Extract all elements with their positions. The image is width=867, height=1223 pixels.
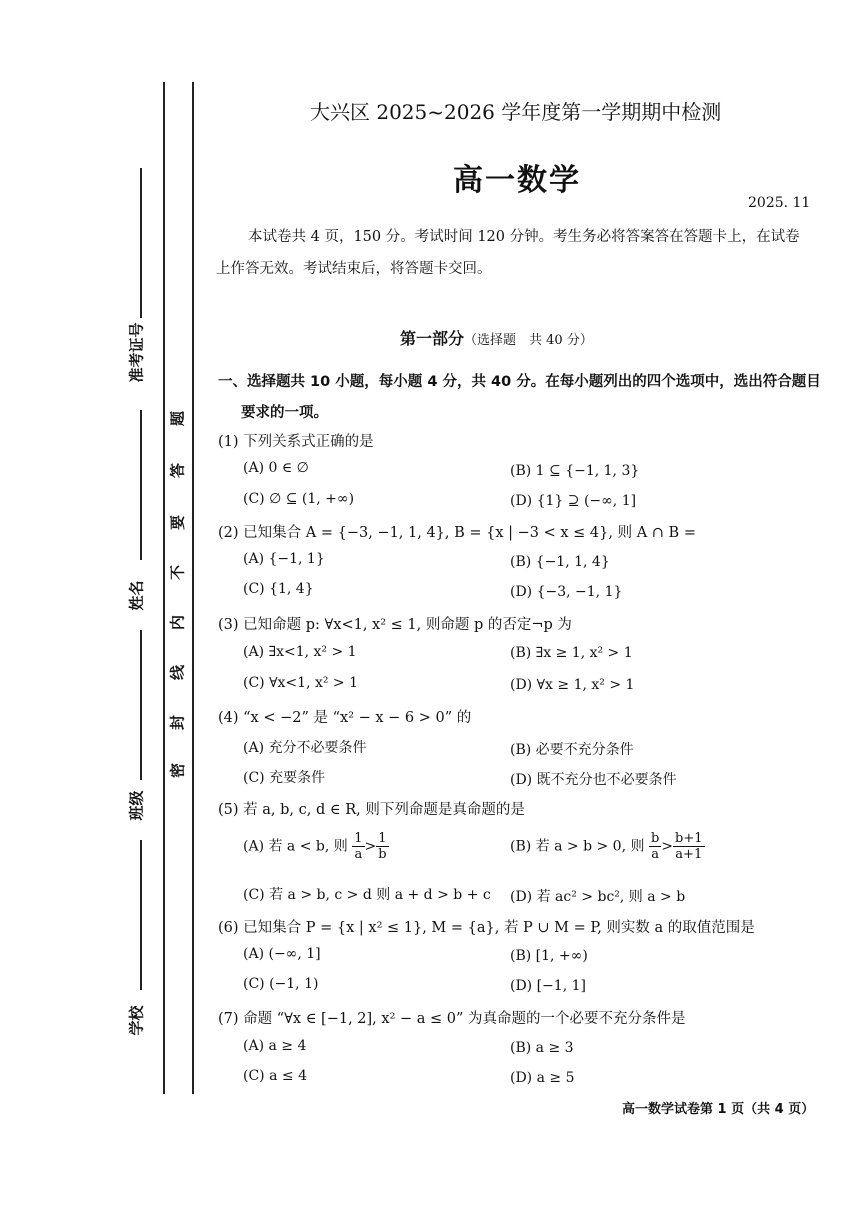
part-one-subtitle: （选择题 共 40 分） xyxy=(464,333,593,348)
question-3-option-c: (C) ∀x<1, x² > 1 xyxy=(243,675,359,691)
fraction-denominator: b xyxy=(378,847,387,862)
name-underline xyxy=(140,410,142,560)
seal-char-5: 内 xyxy=(168,615,187,631)
question-1-option-b: (B) 1 ⊆ {−1, 1, 3} xyxy=(510,463,640,479)
section-instructions-line2: 要求的一项。 xyxy=(241,405,328,421)
question-4-option-a: (A) 充分不必要条件 xyxy=(243,740,367,756)
fraction-b-over-a xyxy=(649,831,661,862)
fraction-denominator: a+1 xyxy=(675,847,703,862)
question-7-option-c: (C) a ≤ 4 xyxy=(243,1068,307,1084)
question-5-option-a: (A) 若 a < b, 则 $\frac{1}{a}$ > $\frac{1}{b}$ xyxy=(243,831,387,862)
question-5-option-c: (C) 若 a > b, c > d 则 a + d > b + c xyxy=(243,887,491,903)
question-2-option-a: (A) {−1, 1} xyxy=(243,551,325,567)
fraction-1-over-a xyxy=(352,831,364,862)
question-3-option-b: (B) ∃x ≥ 1, x² > 1 xyxy=(510,645,633,661)
question-3-option-d: (D) ∀x ≥ 1, x² > 1 xyxy=(510,677,635,693)
question-6-stem: (6) 已知集合 P = {x | x² ≤ 1}, M = {a}, 若 P ∪ M = P, 则实数 a 的取值范围是 xyxy=(218,920,755,936)
exam-id-underline xyxy=(140,168,142,318)
fraction-1-over-b xyxy=(376,831,388,862)
question-1-option-d: (D) {1} ⊇ (−∞, 1] xyxy=(510,493,637,509)
page-footer: 高一数学试卷第 1 页（共 4 页） xyxy=(622,1102,815,1117)
exam-title: 大兴区 2025~2026 学年度第一学期期中检测 xyxy=(310,100,722,124)
fraction-denominator: a xyxy=(354,847,363,862)
seal-char-8: 密 xyxy=(168,763,187,779)
fraction-numerator: b xyxy=(650,831,660,846)
fraction-numerator: b+1 xyxy=(675,831,703,846)
school-label: 学校 xyxy=(127,1005,146,1036)
exam-date: 2025. 11 xyxy=(748,195,811,211)
seal-char-6: 线 xyxy=(168,665,187,681)
question-2-stem: (2) 已知集合 A = {−3, −1, 1, 4}, B = {x | −3 < x ≤ 4}, 则 A ∩ B = xyxy=(218,525,696,541)
question-1-option-c: (C) ∅ ⊆ (1, +∞) xyxy=(243,491,355,507)
name-label: 姓名 xyxy=(127,580,146,611)
school-underline xyxy=(140,840,142,990)
question-5-option-b: (B) 若 a > b > 0, 则 $\frac{b}{a}$ > $\frac{b+1}{a+1}$ xyxy=(510,831,703,862)
question-5-option-b-text: (B) 若 a > b > 0, 则 xyxy=(510,838,645,855)
question-6-option-b: (B) [1, +∞) xyxy=(510,948,588,964)
question-2-option-d: (D) {−3, −1, 1} xyxy=(510,584,623,600)
subject-title: 高一数学 xyxy=(453,163,581,198)
question-7-option-d: (D) a ≥ 5 xyxy=(510,1070,575,1086)
exam-instructions: 本试卷共 4 页，150 分。考试时间 120 分钟。考生务必将答案答在答题卡上，在试卷上作答无效。考试结束后，将答题卡交回。 xyxy=(216,229,800,277)
question-3-option-a: (A) ∃x<1, x² > 1 xyxy=(243,644,357,660)
question-1-stem: (1) 下列关系式正确的是 xyxy=(218,434,374,450)
fraction-numerator: 1 xyxy=(354,831,363,846)
question-5-option-a-text: (A) 若 a < b, 则 xyxy=(243,838,348,855)
class-label: 班级 xyxy=(127,790,146,821)
seal-char-2: 答 xyxy=(168,463,187,479)
seal-char-1: 题 xyxy=(168,411,187,427)
question-2-option-b: (B) {−1, 1, 4} xyxy=(510,554,610,570)
binding-line-inner xyxy=(192,82,194,1094)
question-5-stem: (5) 若 a, b, c, d ∈ R, 则下列命题是真命题的是 xyxy=(218,802,525,818)
section-instructions-line1: 一、选择题共 10 小题，每小题 4 分，共 40 分。在每小题列出的四个选项中，选出符合题目 xyxy=(218,374,821,390)
question-1-option-a: (A) 0 ∈ ∅ xyxy=(243,460,309,476)
seal-char-3: 要 xyxy=(168,515,187,531)
question-4-option-d: (D) 既不充分也不必要条件 xyxy=(510,772,677,788)
seal-char-4: 不 xyxy=(168,565,187,581)
fraction-denominator: a xyxy=(651,847,659,862)
fraction-b1-over-a1 xyxy=(673,831,705,862)
question-2-option-c: (C) {1, 4} xyxy=(243,581,314,597)
seal-char-7: 封 xyxy=(168,715,187,731)
question-5-option-d: (D) 若 ac² > bc², 则 a > b xyxy=(510,889,686,905)
question-3-stem: (3) 已知命题 p: ∀x<1, x² ≤ 1, 则命题 p 的否定¬p 为 xyxy=(218,617,572,633)
question-7-option-a: (A) a ≥ 4 xyxy=(243,1038,307,1054)
class-underline xyxy=(140,630,142,780)
question-4-stem: (4) “x < −2” 是 “x² − x − 6 > 0” 的 xyxy=(218,710,472,726)
question-6-option-a: (A) (−∞, 1] xyxy=(243,946,321,962)
question-6-option-d: (D) [−1, 1] xyxy=(510,978,586,994)
question-7-option-b: (B) a ≥ 3 xyxy=(510,1040,574,1056)
question-7-stem: (7) 命题 “∀x ∈ [−1, 2], x² − a ≤ 0” 为真命题的一个必要不充分条件是 xyxy=(218,1011,686,1027)
fraction-numerator: 1 xyxy=(376,831,388,847)
part-one-heading xyxy=(400,326,593,349)
question-4-option-c: (C) 充要条件 xyxy=(243,770,326,786)
question-6-option-c: (C) (−1, 1) xyxy=(243,976,319,992)
exam-id-label: 准考证号 xyxy=(127,322,146,383)
question-4-option-b: (B) 必要不充分条件 xyxy=(510,742,634,758)
part-one-title: 第一部分 xyxy=(400,329,465,348)
binding-line-outer xyxy=(163,82,165,1094)
